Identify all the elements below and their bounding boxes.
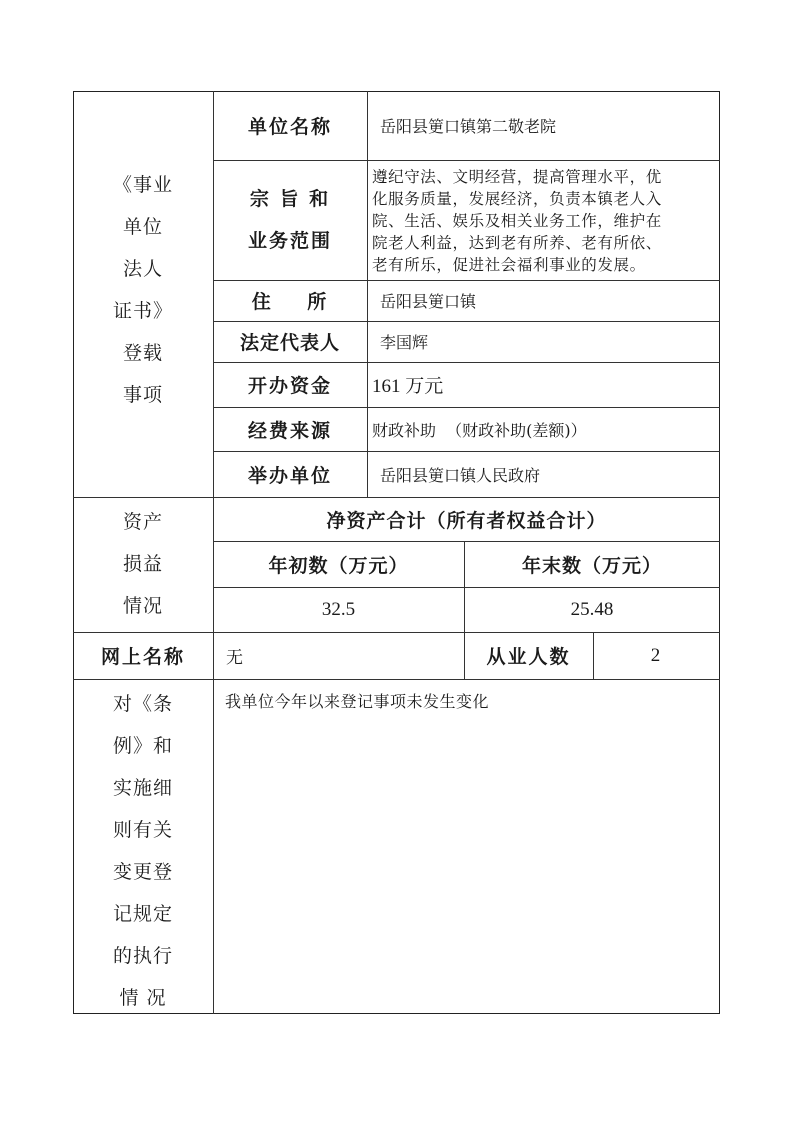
side-label-line: 变更登 — [112, 861, 173, 883]
side-label-line: 情 况 — [119, 987, 167, 1009]
side-label-line: 对《条 — [112, 693, 173, 715]
assets-side-label — [73, 501, 213, 627]
funding-source-label: 经费来源 — [247, 419, 332, 442]
sponsor-value: 岳阳县筻口镇人民政府 — [380, 465, 541, 485]
registration-items-side-label — [73, 164, 213, 416]
staff-count-value: 2 — [650, 644, 663, 666]
side-label-line: 的执行 — [112, 945, 173, 967]
funding-source-value: 财政补助 （财政补助(差额)） — [372, 420, 587, 440]
side-label-line: 资产 — [122, 511, 163, 533]
purpose-label-line1: 宗 旨 和 — [249, 188, 331, 210]
compliance-side-label — [73, 683, 213, 1019]
legal-representative-label: 法定代表人 — [239, 332, 340, 354]
purpose-value — [372, 166, 714, 276]
side-label-line: 事项 — [122, 384, 163, 406]
sponsor-label: 举办单位 — [247, 464, 332, 487]
purpose-line: 化服务质量，发展经济，负责本镇老人入 — [372, 190, 662, 208]
side-label-line: 则有关 — [112, 819, 173, 841]
staff-count-label: 从业人数 — [486, 646, 571, 668]
unit-name-value: 岳阳县筻口镇第二敬老院 — [380, 117, 557, 136]
purpose-label — [213, 160, 367, 280]
ending-value: 25.48 — [570, 598, 614, 620]
side-label-line: 损益 — [122, 553, 163, 575]
beginning-value-header: 年初数（万元） — [268, 554, 409, 577]
net-assets-header: 净资产合计（所有者权益合计） — [326, 509, 607, 532]
compliance-text: 我单位今年以来登记事项未发生变化 — [225, 692, 490, 711]
side-label-line: 记规定 — [112, 903, 173, 925]
online-name-label: 网上名称 — [100, 646, 185, 668]
side-label-line: 法人 — [122, 258, 163, 280]
purpose-label-line2: 业务范围 — [247, 230, 332, 252]
grid-line — [367, 91, 368, 497]
side-label-line: 情况 — [122, 595, 163, 617]
legal-representative-value: 李国辉 — [380, 333, 429, 352]
capital-value: 161 万元 — [372, 376, 444, 397]
address-label: 住 所 — [251, 291, 329, 313]
purpose-line: 院、生活、娱乐及相关业务工作，维护在 — [372, 212, 662, 230]
purpose-line: 遵纪守法、文明经营，提高管理水平，优 — [372, 168, 662, 186]
unit-name-label: 单位名称 — [247, 116, 332, 138]
beginning-value: 32.5 — [321, 598, 356, 620]
address-value: 岳阳县筻口镇 — [380, 292, 477, 311]
grid-line — [73, 679, 720, 680]
report-form — [73, 91, 720, 1014]
ending-value-header: 年末数（万元） — [521, 554, 662, 577]
purpose-line: 老有所乐，促进社会福利事业的发展。 — [372, 256, 646, 274]
online-name-value: 无 — [226, 648, 243, 668]
side-label-line: 登载 — [122, 342, 163, 364]
purpose-line: 院老人利益，达到老有所养、老有所依、 — [372, 234, 662, 252]
side-label-line: 实施细 — [112, 777, 173, 799]
side-label-line: 证书》 — [112, 300, 173, 322]
side-label-line: 《事业 — [112, 174, 173, 196]
side-label-line: 例》和 — [112, 735, 173, 757]
capital-label: 开办资金 — [247, 375, 332, 397]
side-label-line: 单位 — [122, 216, 163, 238]
